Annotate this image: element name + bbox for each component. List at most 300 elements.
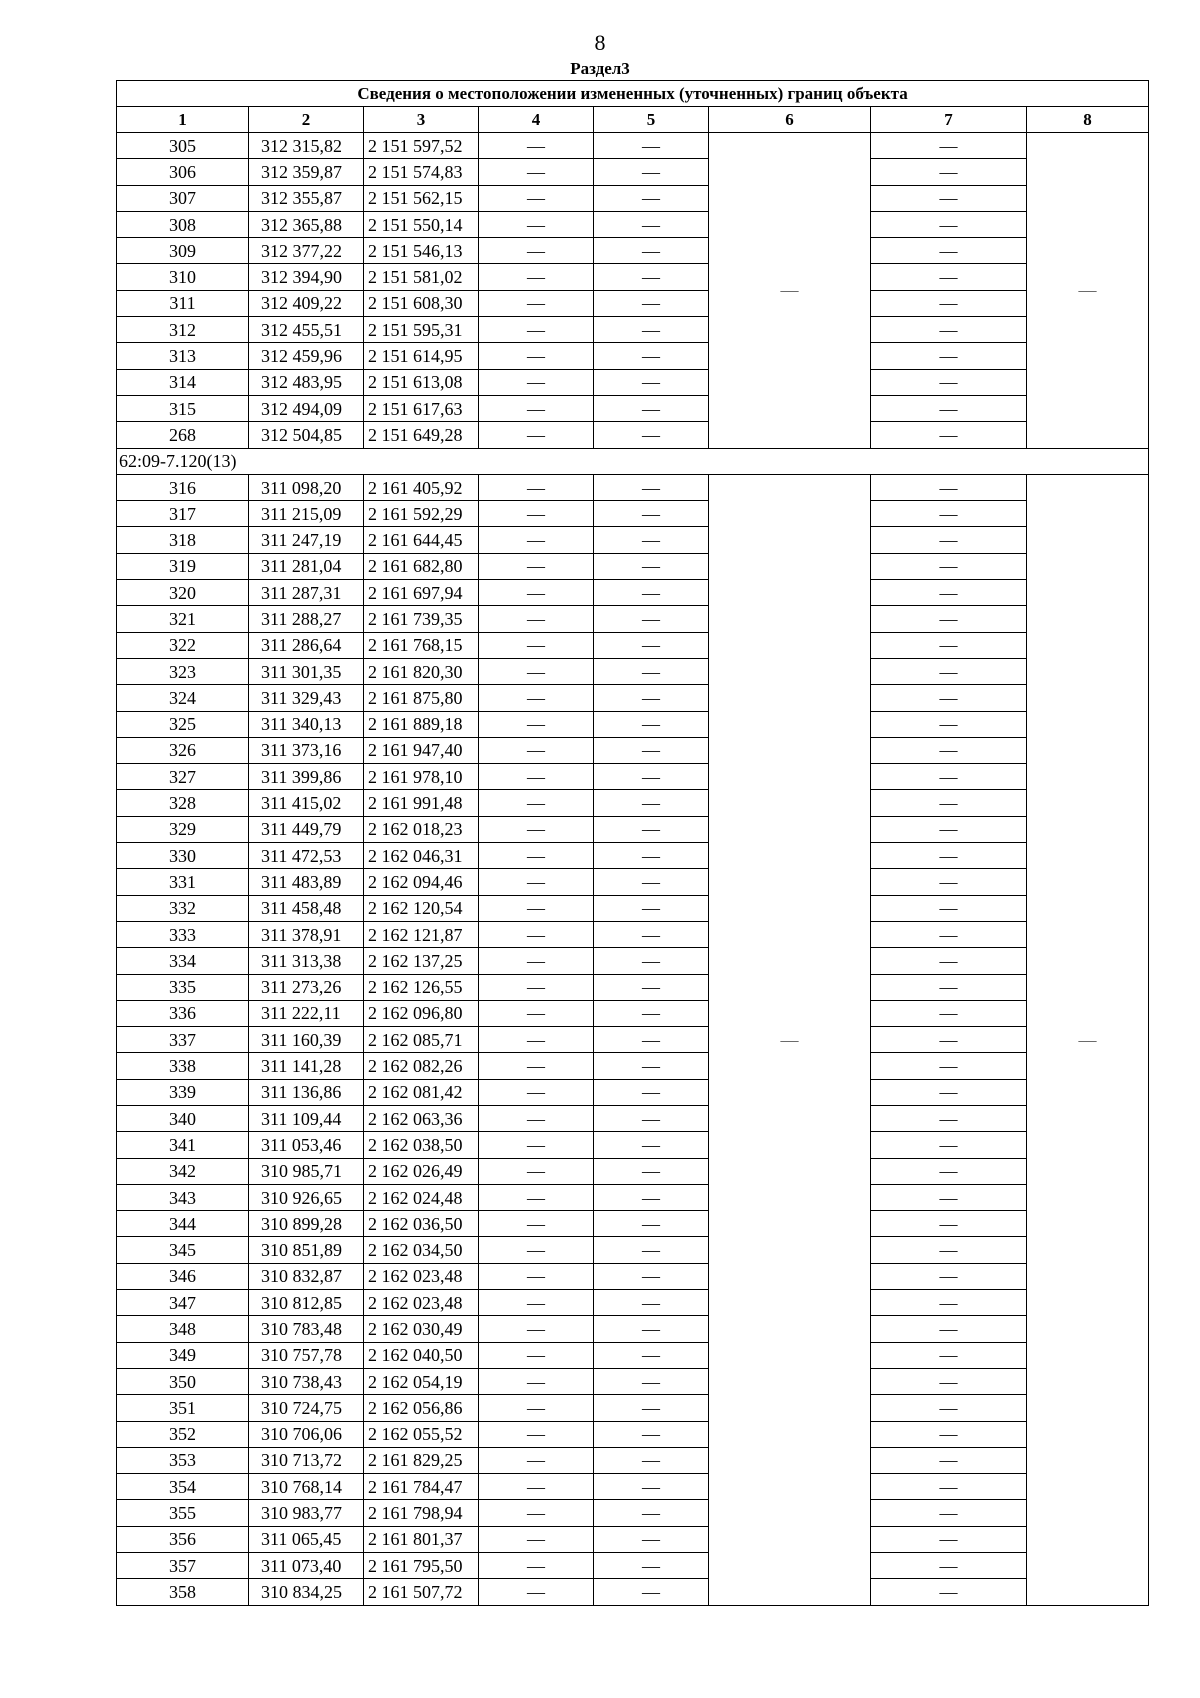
column-7-cell: —: [871, 737, 1027, 763]
column-4-cell: —: [479, 395, 594, 421]
column-7-cell: —: [871, 1053, 1027, 1079]
column-4-cell: —: [479, 1421, 594, 1447]
point-number-cell: 334: [117, 948, 249, 974]
y-coordinate-cell: 2 161 682,80: [364, 553, 479, 579]
point-number-cell: 348: [117, 1316, 249, 1342]
point-number-cell: 358: [117, 1579, 249, 1605]
group-label-row: [117, 448, 1149, 474]
column-7-cell: —: [871, 658, 1027, 684]
point-number-cell: 312: [117, 317, 249, 343]
table-row: [117, 422, 1149, 448]
column-5-cell: —: [594, 527, 709, 553]
table-row: [117, 974, 1149, 1000]
y-coordinate-cell: 2 162 038,50: [364, 1132, 479, 1158]
y-coordinate-cell: 2 151 581,02: [364, 264, 479, 290]
column-7-cell: —: [871, 474, 1027, 500]
column-7-cell: —: [871, 290, 1027, 316]
column-4-cell: —: [479, 1579, 594, 1605]
column-5-cell: —: [594, 290, 709, 316]
point-number-cell: 325: [117, 711, 249, 737]
table-row: [117, 843, 1149, 869]
point-number-cell: 340: [117, 1105, 249, 1131]
point-number-cell: 356: [117, 1526, 249, 1552]
point-number-cell: 349: [117, 1342, 249, 1368]
point-number-cell: 336: [117, 1000, 249, 1026]
column-7-cell: —: [871, 501, 1027, 527]
table-row: [117, 1263, 1149, 1289]
x-coordinate-cell: 311 065,45: [249, 1526, 364, 1552]
column-5-cell: —: [594, 369, 709, 395]
y-coordinate-cell: 2 161 889,18: [364, 711, 479, 737]
y-coordinate-cell: 2 161 405,92: [364, 474, 479, 500]
column-4-cell: —: [479, 159, 594, 185]
y-coordinate-cell: 2 162 036,50: [364, 1211, 479, 1237]
table-row: [117, 133, 1149, 159]
column-4-cell: —: [479, 264, 594, 290]
y-coordinate-cell: 2 161 798,94: [364, 1500, 479, 1526]
point-number-cell: 309: [117, 238, 249, 264]
column-5-cell: —: [594, 790, 709, 816]
point-number-cell: 330: [117, 843, 249, 869]
table-row: [117, 606, 1149, 632]
x-coordinate-cell: 310 834,25: [249, 1579, 364, 1605]
column-5-cell: —: [594, 1211, 709, 1237]
point-number-cell: 347: [117, 1290, 249, 1316]
column-4-cell: —: [479, 1316, 594, 1342]
table-row: [117, 1027, 1149, 1053]
column-5-cell: —: [594, 711, 709, 737]
point-number-cell: 354: [117, 1474, 249, 1500]
point-number-cell: 355: [117, 1500, 249, 1526]
x-coordinate-cell: 310 851,89: [249, 1237, 364, 1263]
column-5-cell: —: [594, 1079, 709, 1105]
column-5-cell: —: [594, 1184, 709, 1210]
y-coordinate-cell: 2 161 768,15: [364, 632, 479, 658]
point-number-cell: 329: [117, 816, 249, 842]
table-row: [117, 185, 1149, 211]
table-row: [117, 1053, 1149, 1079]
point-number-cell: 315: [117, 395, 249, 421]
column-4-cell: —: [479, 422, 594, 448]
column-4-cell: —: [479, 1079, 594, 1105]
column-4-cell: —: [479, 317, 594, 343]
x-coordinate-cell: 311 288,27: [249, 606, 364, 632]
table-row: [117, 1342, 1149, 1368]
table-row: [117, 527, 1149, 553]
y-coordinate-cell: 2 162 026,49: [364, 1158, 479, 1184]
point-number-cell: 319: [117, 553, 249, 579]
y-coordinate-cell: 2 162 126,55: [364, 974, 479, 1000]
table-row: [117, 869, 1149, 895]
column-5-cell: —: [594, 1237, 709, 1263]
column-7-cell: —: [871, 1079, 1027, 1105]
column-7-cell: —: [871, 1211, 1027, 1237]
column-7-cell: —: [871, 1368, 1027, 1394]
table-row: [117, 685, 1149, 711]
column-6-merged-cell: —: [709, 133, 871, 449]
point-number-cell: 346: [117, 1263, 249, 1289]
column-header: 1: [117, 107, 249, 133]
column-5-cell: —: [594, 580, 709, 606]
column-5-cell: —: [594, 317, 709, 343]
x-coordinate-cell: 310 812,85: [249, 1290, 364, 1316]
column-7-cell: —: [871, 369, 1027, 395]
x-coordinate-cell: 311 483,89: [249, 869, 364, 895]
column-7-cell: —: [871, 264, 1027, 290]
y-coordinate-cell: 2 151 546,13: [364, 238, 479, 264]
point-number-cell: 322: [117, 632, 249, 658]
table-row: [117, 369, 1149, 395]
x-coordinate-cell: 310 706,06: [249, 1421, 364, 1447]
x-coordinate-cell: 311 141,28: [249, 1053, 364, 1079]
x-coordinate-cell: 310 738,43: [249, 1368, 364, 1394]
column-4-cell: —: [479, 658, 594, 684]
column-5-cell: —: [594, 1158, 709, 1184]
table-row: [117, 238, 1149, 264]
table-row: [117, 1368, 1149, 1394]
y-coordinate-cell: 2 162 056,86: [364, 1395, 479, 1421]
table-row: [117, 580, 1149, 606]
column-5-cell: —: [594, 816, 709, 842]
table-row: [117, 737, 1149, 763]
point-number-cell: 352: [117, 1421, 249, 1447]
column-5-cell: —: [594, 1553, 709, 1579]
table-row: [117, 553, 1149, 579]
column-4-cell: —: [479, 1342, 594, 1368]
x-coordinate-cell: 312 355,87: [249, 185, 364, 211]
column-7-cell: —: [871, 1000, 1027, 1026]
x-coordinate-cell: 312 504,85: [249, 422, 364, 448]
column-7-cell: —: [871, 1395, 1027, 1421]
column-8-merged-cell: —: [1027, 133, 1149, 449]
x-coordinate-cell: 310 985,71: [249, 1158, 364, 1184]
x-coordinate-cell: 311 472,53: [249, 843, 364, 869]
column-4-cell: —: [479, 816, 594, 842]
y-coordinate-cell: 2 161 801,37: [364, 1526, 479, 1552]
column-5-cell: —: [594, 606, 709, 632]
point-number-cell: 350: [117, 1368, 249, 1394]
column-5-cell: —: [594, 1263, 709, 1289]
point-number-cell: 326: [117, 737, 249, 763]
column-4-cell: —: [479, 290, 594, 316]
column-4-cell: —: [479, 369, 594, 395]
column-7-cell: —: [871, 869, 1027, 895]
column-7-cell: —: [871, 1500, 1027, 1526]
column-4-cell: —: [479, 1237, 594, 1263]
table-row: [117, 711, 1149, 737]
point-number-cell: 335: [117, 974, 249, 1000]
column-5-cell: —: [594, 553, 709, 579]
column-4-cell: —: [479, 553, 594, 579]
y-coordinate-cell: 2 151 595,31: [364, 317, 479, 343]
column-4-cell: —: [479, 238, 594, 264]
point-number-cell: 338: [117, 1053, 249, 1079]
column-7-cell: —: [871, 974, 1027, 1000]
point-number-cell: 353: [117, 1447, 249, 1473]
column-4-cell: —: [479, 1158, 594, 1184]
y-coordinate-cell: 2 161 784,47: [364, 1474, 479, 1500]
table-caption-row: [117, 81, 1149, 107]
x-coordinate-cell: 310 783,48: [249, 1316, 364, 1342]
column-7-cell: —: [871, 1342, 1027, 1368]
y-coordinate-cell: 2 162 030,49: [364, 1316, 479, 1342]
column-4-cell: —: [479, 974, 594, 1000]
x-coordinate-cell: 312 409,22: [249, 290, 364, 316]
column-4-cell: —: [479, 1474, 594, 1500]
y-coordinate-cell: 2 162 096,80: [364, 1000, 479, 1026]
point-number-cell: 317: [117, 501, 249, 527]
column-7-cell: —: [871, 238, 1027, 264]
column-4-cell: —: [479, 1447, 594, 1473]
column-4-cell: —: [479, 632, 594, 658]
point-number-cell: 324: [117, 685, 249, 711]
point-number-cell: 328: [117, 790, 249, 816]
column-5-cell: —: [594, 343, 709, 369]
column-5-cell: —: [594, 1105, 709, 1131]
x-coordinate-cell: 311 222,11: [249, 1000, 364, 1026]
section-title: Раздел3: [570, 59, 630, 78]
x-coordinate-cell: 311 098,20: [249, 474, 364, 500]
point-number-cell: 318: [117, 527, 249, 553]
column-5-cell: —: [594, 1579, 709, 1605]
point-number-cell: 351: [117, 1395, 249, 1421]
column-header: 2: [249, 107, 364, 133]
point-number-cell: 311: [117, 290, 249, 316]
table-row: [117, 395, 1149, 421]
coordinates-table: [116, 80, 1149, 1606]
column-5-cell: —: [594, 1290, 709, 1316]
y-coordinate-cell: 2 162 024,48: [364, 1184, 479, 1210]
y-coordinate-cell: 2 161 978,10: [364, 764, 479, 790]
column-7-cell: —: [871, 580, 1027, 606]
point-number-cell: 313: [117, 343, 249, 369]
column-5-cell: —: [594, 395, 709, 421]
column-7-cell: —: [871, 553, 1027, 579]
point-number-cell: 305: [117, 133, 249, 159]
x-coordinate-cell: 312 315,82: [249, 133, 364, 159]
column-4-cell: —: [479, 948, 594, 974]
table-row: [117, 1290, 1149, 1316]
column-header: 4: [479, 107, 594, 133]
column-7-cell: —: [871, 764, 1027, 790]
table-row: [117, 1079, 1149, 1105]
y-coordinate-cell: 2 162 046,31: [364, 843, 479, 869]
column-4-cell: —: [479, 843, 594, 869]
y-coordinate-cell: 2 162 023,48: [364, 1263, 479, 1289]
table-row: [117, 632, 1149, 658]
x-coordinate-cell: 312 359,87: [249, 159, 364, 185]
point-number-cell: 344: [117, 1211, 249, 1237]
point-number-cell: 316: [117, 474, 249, 500]
y-coordinate-cell: 2 162 094,46: [364, 869, 479, 895]
point-number-cell: 333: [117, 921, 249, 947]
x-coordinate-cell: 311 415,02: [249, 790, 364, 816]
column-4-cell: —: [479, 921, 594, 947]
x-coordinate-cell: 312 377,22: [249, 238, 364, 264]
x-coordinate-cell: 310 899,28: [249, 1211, 364, 1237]
column-4-cell: —: [479, 580, 594, 606]
table-row: [117, 474, 1149, 500]
point-number-cell: 341: [117, 1132, 249, 1158]
point-number-cell: 357: [117, 1553, 249, 1579]
column-4-cell: —: [479, 711, 594, 737]
x-coordinate-cell: 311 329,43: [249, 685, 364, 711]
x-coordinate-cell: 312 455,51: [249, 317, 364, 343]
table-row: [117, 1237, 1149, 1263]
column-7-cell: —: [871, 895, 1027, 921]
x-coordinate-cell: 311 073,40: [249, 1553, 364, 1579]
column-7-cell: —: [871, 1290, 1027, 1316]
column-5-cell: —: [594, 1421, 709, 1447]
table-row: [117, 211, 1149, 237]
column-5-cell: —: [594, 1447, 709, 1473]
y-coordinate-cell: 2 162 081,42: [364, 1079, 479, 1105]
column-7-cell: —: [871, 1579, 1027, 1605]
page-number: 8: [594, 30, 606, 55]
x-coordinate-cell: 311 160,39: [249, 1027, 364, 1053]
x-coordinate-cell: 311 378,91: [249, 921, 364, 947]
x-coordinate-cell: 311 399,86: [249, 764, 364, 790]
table-row: [117, 790, 1149, 816]
x-coordinate-cell: 311 273,26: [249, 974, 364, 1000]
x-coordinate-cell: 311 449,79: [249, 816, 364, 842]
y-coordinate-cell: 2 151 597,52: [364, 133, 479, 159]
column-4-cell: —: [479, 185, 594, 211]
x-coordinate-cell: 310 926,65: [249, 1184, 364, 1210]
column-header: 6: [709, 107, 871, 133]
column-5-cell: —: [594, 238, 709, 264]
column-4-cell: —: [479, 1553, 594, 1579]
column-5-cell: —: [594, 185, 709, 211]
column-7-cell: —: [871, 1474, 1027, 1500]
column-7-cell: —: [871, 1263, 1027, 1289]
column-5-cell: —: [594, 921, 709, 947]
column-7-cell: —: [871, 1027, 1027, 1053]
column-4-cell: —: [479, 1105, 594, 1131]
column-7-cell: —: [871, 948, 1027, 974]
table-row: [117, 1000, 1149, 1026]
column-5-cell: —: [594, 869, 709, 895]
column-5-cell: —: [594, 764, 709, 790]
y-coordinate-cell: 2 162 082,26: [364, 1053, 479, 1079]
column-5-cell: —: [594, 1368, 709, 1394]
y-coordinate-cell: 2 161 795,50: [364, 1553, 479, 1579]
column-4-cell: —: [479, 895, 594, 921]
column-5-cell: —: [594, 133, 709, 159]
column-header: 5: [594, 107, 709, 133]
column-5-cell: —: [594, 895, 709, 921]
point-number-cell: 332: [117, 895, 249, 921]
column-4-cell: —: [479, 1132, 594, 1158]
column-7-cell: —: [871, 185, 1027, 211]
y-coordinate-cell: 2 151 649,28: [364, 422, 479, 448]
point-number-cell: 345: [117, 1237, 249, 1263]
column-7-cell: —: [871, 1447, 1027, 1473]
y-coordinate-cell: 2 151 614,95: [364, 343, 479, 369]
column-4-cell: —: [479, 685, 594, 711]
table-row: [117, 921, 1149, 947]
x-coordinate-cell: 311 136,86: [249, 1079, 364, 1105]
x-coordinate-cell: 312 483,95: [249, 369, 364, 395]
point-number-cell: 308: [117, 211, 249, 237]
column-7-cell: —: [871, 1237, 1027, 1263]
point-number-cell: 306: [117, 159, 249, 185]
table-row: [117, 1474, 1149, 1500]
column-5-cell: —: [594, 632, 709, 658]
table-row: [117, 1553, 1149, 1579]
column-7-cell: —: [871, 816, 1027, 842]
y-coordinate-cell: 2 151 617,63: [364, 395, 479, 421]
column-5-cell: —: [594, 685, 709, 711]
x-coordinate-cell: 311 281,04: [249, 553, 364, 579]
column-4-cell: —: [479, 1211, 594, 1237]
column-7-cell: —: [871, 422, 1027, 448]
x-coordinate-cell: 312 394,90: [249, 264, 364, 290]
table-row: [117, 658, 1149, 684]
column-5-cell: —: [594, 843, 709, 869]
table-row: [117, 1132, 1149, 1158]
column-4-cell: —: [479, 343, 594, 369]
column-7-cell: —: [871, 1158, 1027, 1184]
column-4-cell: —: [479, 606, 594, 632]
y-coordinate-cell: 2 161 875,80: [364, 685, 479, 711]
y-coordinate-cell: 2 161 991,48: [364, 790, 479, 816]
y-coordinate-cell: 2 162 085,71: [364, 1027, 479, 1053]
table-row: [117, 1316, 1149, 1342]
column-7-cell: —: [871, 1316, 1027, 1342]
column-7-cell: —: [871, 1421, 1027, 1447]
column-header: 3: [364, 107, 479, 133]
column-7-cell: —: [871, 921, 1027, 947]
column-5-cell: —: [594, 1027, 709, 1053]
table-row: [117, 764, 1149, 790]
column-5-cell: —: [594, 1053, 709, 1079]
column-5-cell: —: [594, 474, 709, 500]
x-coordinate-cell: 310 713,72: [249, 1447, 364, 1473]
column-5-cell: —: [594, 211, 709, 237]
column-5-cell: —: [594, 1526, 709, 1552]
column-7-cell: —: [871, 211, 1027, 237]
column-5-cell: —: [594, 1474, 709, 1500]
column-7-cell: —: [871, 133, 1027, 159]
point-number-cell: 321: [117, 606, 249, 632]
table-row: [117, 1421, 1149, 1447]
column-7-cell: —: [871, 1553, 1027, 1579]
x-coordinate-cell: 310 983,77: [249, 1500, 364, 1526]
y-coordinate-cell: 2 151 613,08: [364, 369, 479, 395]
table-row: [117, 1526, 1149, 1552]
column-7-cell: —: [871, 790, 1027, 816]
column-7-cell: —: [871, 343, 1027, 369]
x-coordinate-cell: 311 313,38: [249, 948, 364, 974]
column-4-cell: —: [479, 1526, 594, 1552]
column-4-cell: —: [479, 1053, 594, 1079]
y-coordinate-cell: 2 161 947,40: [364, 737, 479, 763]
y-coordinate-cell: 2 151 550,14: [364, 211, 479, 237]
table-header-row: [117, 107, 1149, 133]
point-number-cell: 268: [117, 422, 249, 448]
column-4-cell: —: [479, 1000, 594, 1026]
column-4-cell: —: [479, 737, 594, 763]
table-row: [117, 1395, 1149, 1421]
y-coordinate-cell: 2 161 829,25: [364, 1447, 479, 1473]
x-coordinate-cell: 311 301,35: [249, 658, 364, 684]
table-row: [117, 948, 1149, 974]
column-7-cell: —: [871, 1132, 1027, 1158]
column-5-cell: —: [594, 501, 709, 527]
point-number-cell: 342: [117, 1158, 249, 1184]
point-number-cell: 327: [117, 764, 249, 790]
